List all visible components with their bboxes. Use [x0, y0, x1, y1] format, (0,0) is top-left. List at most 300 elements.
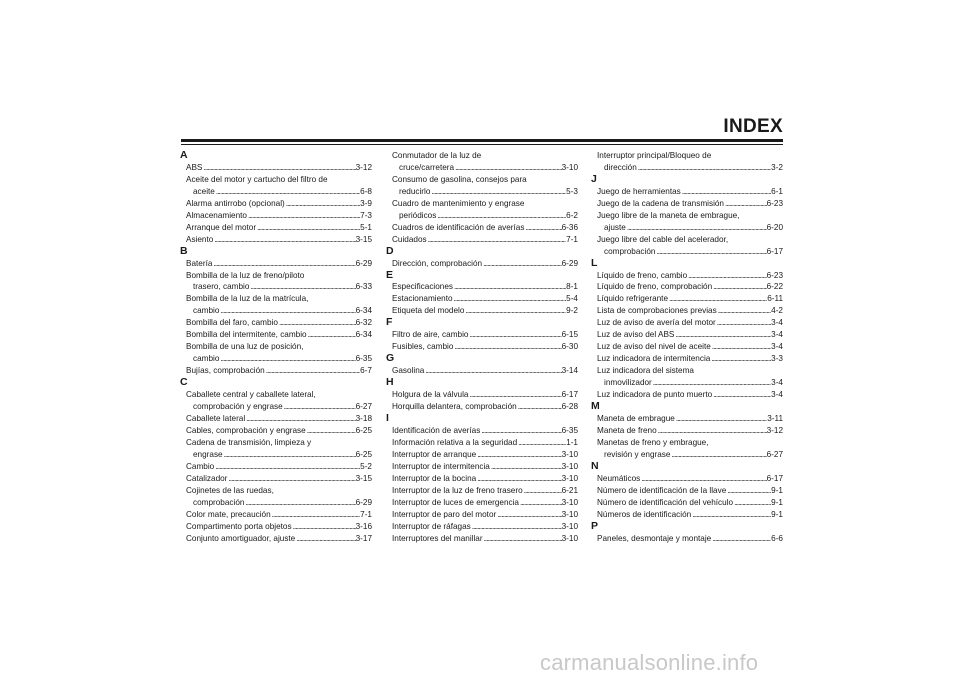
index-entry[interactable]: [597, 377, 783, 389]
dot-leader: [285, 198, 360, 210]
index-entry-label: Dirección, comprobación: [392, 258, 483, 268]
index-entry[interactable]: [597, 270, 783, 282]
index-entry-page: 6-17: [561, 390, 578, 400]
dot-leader: [265, 365, 360, 377]
dot-leader: [711, 533, 771, 545]
dot-leader: [691, 509, 771, 521]
dot-leader: [524, 222, 561, 234]
index-entry-page: 3-17: [355, 533, 372, 543]
dot-leader: [471, 521, 562, 533]
index-entry[interactable]: [186, 186, 372, 198]
index-entry[interactable]: [597, 497, 783, 509]
index-entry-page: 3-12: [766, 425, 783, 435]
index-entry-page: 3-10: [561, 521, 578, 531]
index-entry-page: 9-2: [566, 306, 578, 316]
index-entry-page: 6-29: [355, 258, 372, 268]
index-entry-text: Cadena de transmisión, limpieza y: [186, 437, 312, 447]
index-entry-label: aceite: [193, 186, 215, 196]
index-entry-label: Gasolina: [392, 366, 425, 376]
index-entry-label: Cambio: [186, 461, 215, 471]
index-entry-label: Luz de aviso del ABS: [597, 330, 675, 340]
dot-leader: [496, 509, 561, 521]
index-entry-label: Catalizador: [186, 473, 228, 483]
dot-leader: [681, 186, 771, 198]
index-entry[interactable]: [392, 222, 578, 234]
index-entry[interactable]: [597, 389, 783, 401]
index-entry-page: 5-1: [360, 222, 372, 232]
index-entry-page: 6-1: [771, 186, 783, 196]
index-entry-page: 3-10: [561, 473, 578, 483]
index-entry[interactable]: [597, 533, 783, 545]
index-entry-page: 6-23: [766, 198, 783, 208]
index-entry-label: Luz indicadora de punto muerto: [597, 390, 713, 400]
index-entry-page: 9-1: [771, 485, 783, 495]
index-entry-label: Interruptor de paro del motor: [392, 509, 497, 519]
index-entry-text: Aceite del motor y cartucho del filtro de: [186, 174, 328, 184]
index-entry-label: Filtro de aire, cambio: [392, 330, 469, 340]
index-column-3: [591, 150, 783, 544]
index-entry[interactable]: [597, 413, 783, 425]
index-entry[interactable]: [597, 341, 783, 353]
dot-leader: [674, 329, 771, 341]
index-entry[interactable]: [597, 281, 783, 293]
index-entry-text: Bombilla de la luz de freno/piloto: [186, 270, 305, 280]
index-entry[interactable]: [186, 210, 372, 222]
index-entry-label: Líquido de freno, cambio: [597, 270, 688, 280]
index-entry-label: trasero, cambio: [193, 282, 250, 292]
index-entry-text: Manetas de freno y embrague,: [597, 437, 709, 447]
index-entry-page: 6-29: [561, 258, 578, 268]
index-entry-label: Horquilla delantera, comprobación: [392, 402, 517, 412]
index-entry-page: 9-1: [771, 509, 783, 519]
section-letter: D: [386, 244, 394, 257]
dot-leader: [214, 461, 360, 473]
index-entry-page: 7-1: [360, 509, 372, 519]
index-entry-page: 5-2: [360, 461, 372, 471]
index-entry-label: Líquido refrigerante: [597, 294, 669, 304]
dot-leader: [482, 258, 562, 270]
dot-leader: [483, 533, 562, 545]
dot-leader: [468, 389, 561, 401]
index-column-1: [180, 149, 372, 544]
index-entry-page: 6-35: [561, 425, 578, 435]
section-letter: J: [591, 172, 597, 185]
index-entry-page: 3-11: [767, 413, 783, 423]
index-entry-label: Número de identificación del vehículo: [597, 497, 734, 507]
index-entry[interactable]: [186, 521, 372, 533]
section-letter: M: [591, 400, 600, 413]
index-entry-label: dirección: [604, 162, 637, 172]
dot-leader: [711, 341, 771, 353]
index-entry-label: ajuste: [604, 222, 626, 232]
index-entry-text: Bombilla de una luz de posición,: [186, 342, 304, 352]
index-entry-page: 3-4: [771, 390, 783, 400]
title-rule: [181, 139, 783, 142]
index-entry[interactable]: [392, 162, 578, 174]
index-entry-label: Número de identificación de la llave: [597, 485, 727, 495]
index-entry-label: Identificación de averías: [392, 425, 481, 435]
index-entry-page: 3-2: [771, 162, 783, 172]
index-entry-page: 6-15: [561, 330, 578, 340]
index-entry[interactable]: [392, 449, 578, 461]
index-entry-page: 6-2: [566, 210, 578, 220]
dot-leader: [476, 473, 561, 485]
index-entry[interactable]: [597, 317, 783, 329]
dot-leader: [668, 293, 767, 305]
index-entry-label: Holgura de la válvula: [392, 390, 469, 400]
index-entry[interactable]: [597, 473, 783, 485]
index-entry[interactable]: [392, 281, 578, 293]
dot-leader: [519, 497, 562, 509]
index-entry-text: Luz indicadora del sistema: [597, 366, 694, 376]
index-entry-page: 7-3: [360, 210, 372, 220]
index-entry-page: 6-28: [561, 402, 578, 412]
index-entry-page: 6-25: [355, 425, 372, 435]
index-entry-label: Estacionamiento: [392, 294, 453, 304]
section-letter: N: [591, 459, 599, 472]
dot-leader: [223, 449, 356, 461]
dot-leader: [468, 329, 561, 341]
index-entry-text: Bombilla de la luz de la matrícula,: [186, 294, 309, 304]
index-entry-page: 1-1: [566, 437, 578, 447]
index-entry-page: 3-14: [561, 366, 578, 376]
index-entry-label: Caballete lateral: [186, 413, 246, 423]
dot-leader: [640, 473, 766, 485]
index-entry-label: Luz de aviso de avería del motor: [597, 318, 716, 328]
dot-leader: [271, 509, 361, 521]
index-entry-label: Cuadros de identificación de averías: [392, 222, 525, 232]
index-entry-page: 3-15: [355, 473, 372, 483]
index-entry-page: 6-33: [355, 282, 372, 292]
index-entry[interactable]: [392, 485, 578, 497]
index-entry[interactable]: [186, 162, 372, 174]
index-entry-label: Luz de aviso del nivel de aceite: [597, 342, 711, 352]
dot-leader: [710, 353, 771, 365]
index-entry-page: 6-7: [360, 366, 372, 376]
index-entry-label: Interruptores del manillar: [392, 533, 483, 543]
index-entry[interactable]: [597, 246, 783, 258]
section-letter: I: [386, 411, 389, 424]
index-entry[interactable]: [392, 389, 578, 401]
index-entry[interactable]: [186, 222, 372, 234]
dot-leader: [283, 401, 356, 413]
index-entry-label: Compartimento porta objetos: [186, 521, 292, 531]
index-entry[interactable]: [392, 293, 578, 305]
dot-leader: [244, 497, 355, 509]
index-entry-label: Bombilla del faro, cambio: [186, 318, 278, 328]
dot-leader: [453, 281, 566, 293]
dot-leader: [213, 234, 355, 246]
index-entry-page: 3-10: [561, 497, 578, 507]
index-entry[interactable]: [597, 425, 783, 437]
index-entry-label: Fusibles, cambio: [392, 342, 454, 352]
section-letter: G: [386, 352, 395, 365]
dot-leader: [523, 485, 562, 497]
index-entry-label: Bujías, comprobación: [186, 366, 265, 376]
index-entry-label: Números de identificación: [597, 509, 692, 519]
index-entry[interactable]: [186, 329, 372, 341]
index-entry[interactable]: [392, 533, 578, 545]
index-entry-page: 3-9: [360, 198, 372, 208]
dot-leader: [726, 485, 771, 497]
index-entry[interactable]: [392, 234, 578, 246]
dot-leader: [249, 281, 355, 293]
index-entry-text: Conmutador de la luz de: [392, 151, 482, 160]
index-entry-page: 6-22: [766, 282, 783, 292]
index-entry-text: Cuadro de mantenimiento y engrase: [392, 198, 525, 208]
index-entry-label: Luz indicadora de intermitencia: [597, 354, 711, 364]
dot-leader: [256, 222, 360, 234]
section-letter: F: [386, 316, 393, 329]
section-letter: E: [386, 268, 394, 281]
index-entry-text: Caballete central y caballete lateral,: [186, 390, 316, 400]
index-entry[interactable]: [392, 473, 578, 485]
index-entry-page: 3-4: [771, 342, 783, 352]
dot-leader: [464, 305, 566, 317]
dot-leader: [712, 389, 771, 401]
index-entry[interactable]: [392, 329, 578, 341]
index-entry-label: Cables, comprobación y engrase: [186, 425, 306, 435]
dot-leader: [227, 473, 355, 485]
dot-leader: [733, 497, 771, 509]
section-letter: P: [591, 519, 599, 532]
index-entry-page: 6-36: [561, 222, 578, 232]
index-entry[interactable]: [392, 437, 578, 449]
section-letter: C: [180, 376, 188, 389]
dot-leader: [490, 461, 562, 473]
index-entry-text: Cojinetes de las ruedas,: [186, 485, 274, 495]
index-entry-label: engrase: [193, 449, 223, 459]
index-entry[interactable]: [392, 521, 578, 533]
page-title: INDEX: [723, 116, 783, 137]
dot-leader: [687, 270, 766, 282]
index-entry-page: 3-10: [561, 162, 578, 172]
index-entry[interactable]: [186, 281, 372, 293]
index-entry-label: Información relativa a la seguridad: [392, 437, 518, 447]
index-entry[interactable]: [186, 317, 372, 329]
index-entry-page: 5-3: [566, 186, 578, 196]
dot-leader: [430, 186, 566, 198]
index-entry-page: 6-6: [771, 533, 783, 543]
index-entry-page: 3-4: [771, 330, 783, 340]
index-entry[interactable]: [392, 365, 578, 377]
index-entry-page: 6-32: [355, 318, 372, 328]
index-entry-page: 6-30: [561, 342, 578, 352]
index-entry[interactable]: [186, 497, 372, 509]
index-entry-label: Alarma antirrobo (opcional): [186, 198, 285, 208]
index-entry[interactable]: [597, 222, 783, 234]
index-entry[interactable]: [597, 485, 783, 497]
dot-leader: [436, 210, 566, 222]
index-entry-label: Batería: [186, 258, 213, 268]
index-entry[interactable]: [186, 473, 372, 485]
index-entry[interactable]: [186, 234, 372, 246]
index-entry-label: ABS: [186, 162, 203, 172]
dot-leader: [295, 533, 355, 545]
index-entry-page: 3-10: [561, 509, 578, 519]
index-entry-label: revisión y engrase: [604, 449, 671, 459]
index-entry-page: 3-10: [561, 533, 578, 543]
index-entry-page: 6-34: [355, 330, 372, 340]
index-entry[interactable]: [186, 198, 372, 210]
title-rule-thin: [181, 144, 783, 145]
index-entry-page: 6-29: [355, 497, 372, 507]
dot-leader: [424, 365, 561, 377]
index-entry[interactable]: [597, 305, 783, 317]
index-entry[interactable]: [392, 258, 578, 270]
index-entry-label: Maneta de embrague: [597, 413, 675, 423]
index-entry-label: comprobación: [604, 246, 656, 256]
dot-leader: [716, 317, 771, 329]
index-entry-label: Arranque del motor: [186, 222, 257, 232]
index-entry-page: 6-17: [766, 246, 783, 256]
index-entry-text: Interruptor principal/Bloqueo de: [597, 151, 712, 160]
index-entry[interactable]: [597, 353, 783, 365]
index-entry-label: Maneta de freno: [597, 425, 657, 435]
index-entry[interactable]: [392, 401, 578, 413]
index-entry[interactable]: [186, 365, 372, 377]
index-entry-page: 4-2: [771, 306, 783, 316]
index-entry-page: 6-27: [766, 449, 783, 459]
index-entry-page: 3-4: [771, 318, 783, 328]
dot-leader: [212, 258, 355, 270]
index-entry-page: 5-4: [566, 294, 578, 304]
index-entry[interactable]: [392, 210, 578, 222]
index-entry[interactable]: [597, 449, 783, 461]
index-entry-label: Cuidados: [392, 234, 427, 244]
index-entry-page: 6-25: [355, 449, 372, 459]
index-entry[interactable]: [597, 329, 783, 341]
index-entry-page: 8-1: [566, 282, 578, 292]
index-entry-label: reducirlo: [399, 186, 431, 196]
dot-leader: [712, 281, 766, 293]
dot-leader: [480, 425, 561, 437]
dot-leader: [219, 305, 355, 317]
index-entry-label: Neumáticos: [597, 473, 641, 483]
index-entry-text: Juego libre del cable del acelerador,: [597, 234, 729, 244]
dot-leader: [245, 413, 355, 425]
index-entry-page: 3-12: [355, 162, 372, 172]
index-entry-label: cruce/carretera: [399, 162, 455, 172]
dot-leader: [637, 162, 771, 174]
index-entry-label: Color mate, precaución: [186, 509, 271, 519]
index-entry-page: 3-3: [771, 354, 783, 364]
dot-leader: [655, 246, 766, 258]
index-entry-page: 3-10: [561, 461, 578, 471]
index-entry[interactable]: [186, 413, 372, 425]
index-entry[interactable]: [597, 186, 783, 198]
index-entry-label: Líquido de freno, comprobación: [597, 282, 713, 292]
dot-leader: [453, 293, 567, 305]
dot-leader: [292, 521, 356, 533]
index-entry-page: 6-27: [355, 402, 372, 412]
index-entry-page: 6-8: [360, 186, 372, 196]
index-entry-page: 3-16: [355, 521, 372, 531]
index-entry-label: Conjunto amortiguador, ajuste: [186, 533, 296, 543]
dot-leader: [717, 305, 771, 317]
dot-leader: [307, 329, 356, 341]
index-entry[interactable]: [186, 258, 372, 270]
index-entry-page: 6-11: [767, 294, 783, 304]
index-entry[interactable]: [597, 509, 783, 521]
index-column-2: [386, 150, 578, 544]
index-entry-label: Interruptor de la bocina: [392, 473, 477, 483]
dot-leader: [626, 222, 767, 234]
index-entry[interactable]: [392, 497, 578, 509]
index-entry-text: Consumo de gasolina, consejos para: [392, 174, 527, 184]
index-entry-label: Interruptor de arranque: [392, 449, 477, 459]
section-letter: A: [180, 149, 188, 161]
index-entry[interactable]: [186, 401, 372, 413]
dot-leader: [202, 162, 355, 174]
index-entry-page: 3-4: [771, 378, 783, 388]
index-entry[interactable]: [597, 198, 783, 210]
index-entry-page: 7-1: [566, 234, 578, 244]
index-entry[interactable]: [186, 449, 372, 461]
index-entry-page: 3-10: [561, 449, 578, 459]
index-entry[interactable]: [186, 353, 372, 365]
index-entry[interactable]: [392, 425, 578, 437]
dot-leader: [476, 449, 561, 461]
index-entry[interactable]: [392, 186, 578, 198]
index-entry[interactable]: [392, 341, 578, 353]
index-entry[interactable]: [186, 533, 372, 545]
index-entry[interactable]: [597, 293, 783, 305]
index-entry-label: Interruptor de intermitencia: [392, 461, 490, 471]
index-entry-label: Juego de herramientas: [597, 186, 681, 196]
dot-leader: [215, 186, 360, 198]
dot-leader: [219, 353, 355, 365]
dot-leader: [657, 425, 767, 437]
section-letter: H: [386, 376, 394, 389]
index-entry-page: 6-35: [355, 354, 372, 364]
index-entry-page: 9-1: [771, 497, 783, 507]
index-entry-label: comprobación: [193, 497, 245, 507]
index-entry-label: Interruptor de luces de emergencia: [392, 497, 519, 507]
index-entry-page: 6-21: [561, 485, 578, 495]
index-entry-label: periódicos: [399, 210, 437, 220]
index-entry-page: 6-17: [766, 473, 783, 483]
dot-leader: [652, 377, 771, 389]
index-entry-label: Paneles, desmontaje y montaje: [597, 533, 712, 543]
index-entry[interactable]: [392, 461, 578, 473]
index-entry-label: Asiento: [186, 234, 214, 244]
dot-leader: [306, 425, 356, 437]
dot-leader: [247, 210, 360, 222]
section-letter: B: [180, 244, 188, 257]
index-entry[interactable]: [186, 461, 372, 473]
index-entry-label: Bombilla del intermitente, cambio: [186, 330, 307, 340]
index-entry[interactable]: [392, 305, 578, 317]
index-entry[interactable]: [392, 509, 578, 521]
index-entry[interactable]: [186, 305, 372, 317]
index-entry[interactable]: [186, 509, 372, 521]
index-entry-label: Especificaciones: [392, 282, 453, 292]
dot-leader: [517, 437, 566, 449]
index-entry-label: cambio: [193, 354, 220, 364]
index-entry[interactable]: [186, 425, 372, 437]
dot-leader: [517, 401, 562, 413]
index-entry-label: Etiqueta del modelo: [392, 306, 465, 316]
index-entry-page: 6-23: [766, 270, 783, 280]
index-entry[interactable]: [597, 162, 783, 174]
index-entry-page: 6-20: [766, 222, 783, 232]
index-entry-label: cambio: [193, 306, 220, 316]
dot-leader: [675, 413, 767, 425]
index-entry-page: 6-34: [355, 306, 372, 316]
index-entry-label: comprobación y engrase: [193, 402, 283, 412]
index-entry-label: Interruptor de ráfagas: [392, 521, 471, 531]
